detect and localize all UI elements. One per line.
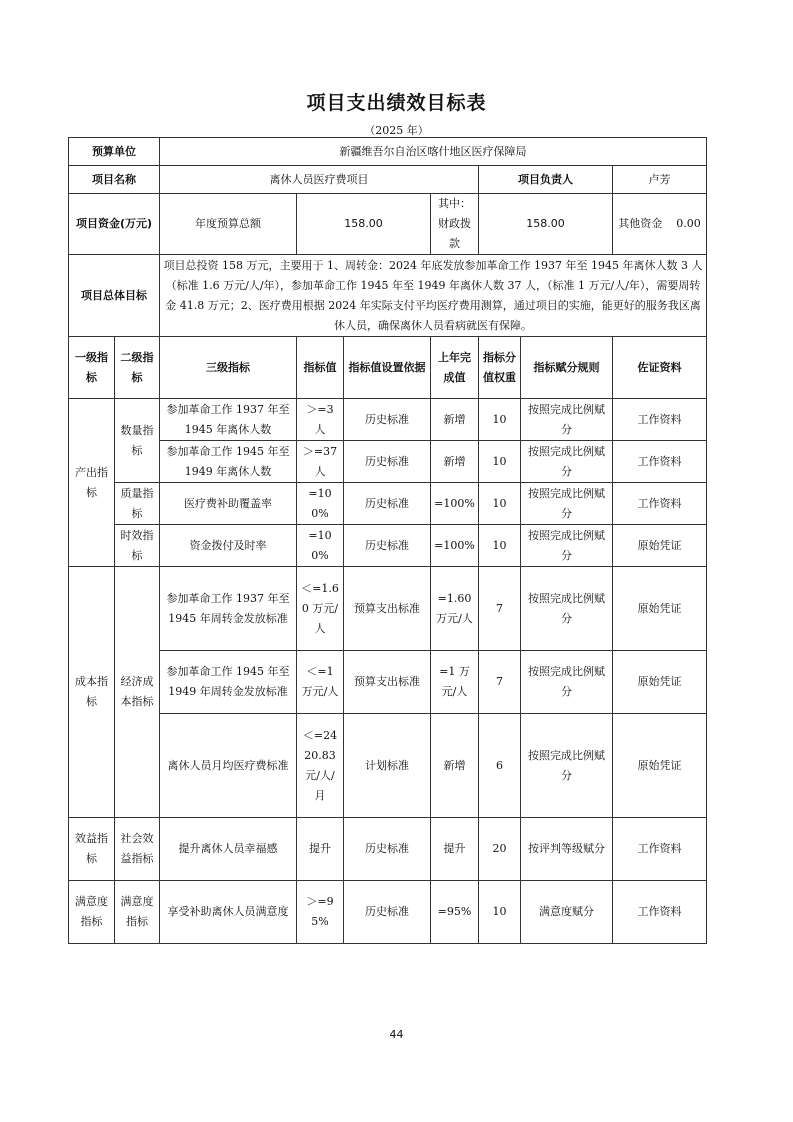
indicator-value: ＞=3 人 — [297, 399, 344, 441]
year-label: （2025 年） — [364, 124, 429, 137]
indicator-rule: 按照完成比例赋分 — [521, 441, 613, 483]
indicator-prev: 新增 — [431, 399, 479, 441]
project-funds-label: 项目资金(万元) — [69, 194, 160, 255]
table-row — [69, 567, 707, 651]
subgroup-satisfaction: 满意度指标 — [115, 881, 160, 944]
indicator-evidence: 工作资料 — [613, 818, 707, 881]
subgroup-economic-cost: 经济成本指标 — [115, 567, 160, 818]
col-header-level2: 二级指标 — [115, 337, 160, 399]
col-header-level3: 三级指标 — [160, 337, 297, 399]
indicator-basis: 历史标准 — [344, 818, 431, 881]
budget-unit-value: 新疆维吾尔自治区喀什地区医疗保障局 — [160, 138, 707, 166]
indicator-rule: 按照完成比例赋分 — [521, 567, 613, 651]
col-header-prev-year: 上年完成值 — [431, 337, 479, 399]
performance-target-table — [68, 137, 707, 944]
other-funds-label: 其他资金 — [618, 217, 663, 230]
indicator-value: 提升 — [297, 818, 344, 881]
indicator-rule: 满意度赋分 — [521, 881, 613, 944]
indicator-rule: 按照完成比例赋分 — [521, 714, 613, 818]
indicator-prev: =1 万元/人 — [431, 651, 479, 714]
indicator-weight: 10 — [479, 525, 521, 567]
table-row — [69, 399, 707, 441]
other-funds-value: 0.00 — [676, 217, 701, 230]
indicator-value: =100% — [297, 483, 344, 525]
indicator-evidence: 工作资料 — [613, 399, 707, 441]
indicator-name: 参加革命工作 1937 年至 1945 年周转金发放标准 — [160, 567, 297, 651]
table-row — [69, 525, 707, 567]
indicator-basis: 历史标准 — [344, 483, 431, 525]
indicator-evidence: 原始凭证 — [613, 567, 707, 651]
subgroup-quality: 质量指标 — [115, 483, 160, 525]
indicator-prev: 新增 — [431, 441, 479, 483]
indicator-weight: 7 — [479, 651, 521, 714]
indicator-evidence: 原始凭证 — [613, 651, 707, 714]
table-row — [69, 818, 707, 881]
table-row — [69, 483, 707, 525]
indicator-name: 离休人员月均医疗费标准 — [160, 714, 297, 818]
indicator-basis: 历史标准 — [344, 525, 431, 567]
indicator-evidence: 工作资料 — [613, 441, 707, 483]
indicator-weight: 7 — [479, 567, 521, 651]
col-header-value: 指标值 — [297, 337, 344, 399]
other-funds-cell — [613, 194, 707, 255]
page-number: 44 — [389, 1028, 404, 1041]
indicator-rule: 按照完成比例赋分 — [521, 651, 613, 714]
indicator-prev: =100% — [431, 483, 479, 525]
indicator-value: =100% — [297, 525, 344, 567]
table-row — [69, 651, 707, 714]
indicator-value: ＞=37 人 — [297, 441, 344, 483]
indicator-weight: 6 — [479, 714, 521, 818]
indicator-name: 参加革命工作 1937 年至 1945 年离休人数 — [160, 399, 297, 441]
subgroup-quantity: 数量指标 — [115, 399, 160, 483]
indicator-basis: 预算支出标准 — [344, 651, 431, 714]
indicator-weight: 20 — [479, 818, 521, 881]
project-owner-label: 项目负责人 — [479, 166, 613, 194]
indicator-evidence: 工作资料 — [613, 881, 707, 944]
indicator-evidence: 工作资料 — [613, 483, 707, 525]
indicator-weight: 10 — [479, 881, 521, 944]
col-header-weight: 指标分值权重 — [479, 337, 521, 399]
indicator-name: 医疗费补助覆盖率 — [160, 483, 297, 525]
indicator-rule: 按照完成比例赋分 — [521, 483, 613, 525]
indicator-weight: 10 — [479, 399, 521, 441]
col-header-basis: 指标值设置依据 — [344, 337, 431, 399]
indicator-name: 参加革命工作 1945 年至 1949 年周转金发放标准 — [160, 651, 297, 714]
group-satisfaction: 满意度指标 — [69, 881, 115, 944]
col-header-level1: 一级指标 — [69, 337, 115, 399]
project-name-value: 离休人员医疗费项目 — [160, 166, 479, 194]
indicator-weight: 10 — [479, 441, 521, 483]
indicator-basis: 历史标准 — [344, 399, 431, 441]
indicator-rule: 按照完成比例赋分 — [521, 525, 613, 567]
indicator-value: ＜=1 万元/人 — [297, 651, 344, 714]
budget-unit-label: 预算单位 — [69, 138, 160, 166]
indicator-name: 享受补助离休人员满意度 — [160, 881, 297, 944]
indicator-evidence: 原始凭证 — [613, 714, 707, 818]
col-header-evidence: 佐证资料 — [613, 337, 707, 399]
table-row — [69, 441, 707, 483]
indicator-name: 提升离休人员幸福感 — [160, 818, 297, 881]
indicator-rule: 按评判等级赋分 — [521, 818, 613, 881]
indicator-prev: 新增 — [431, 714, 479, 818]
group-output: 产出指标 — [69, 399, 115, 567]
indicator-value: ＞=95% — [297, 881, 344, 944]
overall-goal-text: 项目总投资 158 万元，主要用于 1、周转金：2024 年底发放参加革命工作 1937 年至 1945 年离休人数 3 人（标准 1.6 万元/人/年），参加革命工作 1945 年至 1949 年离休人数 37 人，（标准 1 万元/人/年），需要周转金 41.8 万元；2、医疗费用根据 2024 年实际支付平均医疗费用测算，通过项目的实施，能更好的服务我区离休人员，确保离休人员看病就医有保障。 — [160, 255, 707, 337]
indicator-prev: =95% — [431, 881, 479, 944]
annual-budget-value: 158.00 — [297, 194, 431, 255]
project-owner-value: 卢芳 — [613, 166, 707, 194]
overall-goal-label: 项目总体目标 — [69, 255, 160, 337]
fiscal-funds-value: 158.00 — [479, 194, 613, 255]
annual-budget-label: 年度预算总额 — [160, 194, 297, 255]
subgroup-social-benefit: 社会效益指标 — [115, 818, 160, 881]
group-benefit: 效益指标 — [69, 818, 115, 881]
project-name-label: 项目名称 — [69, 166, 160, 194]
indicator-evidence: 原始凭证 — [613, 525, 707, 567]
indicator-prev: =100% — [431, 525, 479, 567]
page-title: 项目支出绩效目标表 — [306, 92, 487, 114]
table-row — [69, 714, 707, 818]
table-row — [69, 881, 707, 944]
indicator-basis: 历史标准 — [344, 881, 431, 944]
indicator-prev: =1.60 万元/人 — [431, 567, 479, 651]
indicator-rule: 按照完成比例赋分 — [521, 399, 613, 441]
indicator-basis: 预算支出标准 — [344, 567, 431, 651]
group-cost: 成本指标 — [69, 567, 115, 818]
subgroup-timeliness: 时效指标 — [115, 525, 160, 567]
fiscal-funds-label: 其中：财政拨款 — [431, 194, 479, 255]
indicator-value: ＜=1.60 万元/人 — [297, 567, 344, 651]
indicator-basis: 计划标准 — [344, 714, 431, 818]
indicator-name: 资金拨付及时率 — [160, 525, 297, 567]
indicator-prev: 提升 — [431, 818, 479, 881]
indicator-name: 参加革命工作 1945 年至 1949 年离休人数 — [160, 441, 297, 483]
indicator-weight: 10 — [479, 483, 521, 525]
col-header-rule: 指标赋分规则 — [521, 337, 613, 399]
indicator-basis: 历史标准 — [344, 441, 431, 483]
indicator-value: ＜=2420.83 元/人/月 — [297, 714, 344, 818]
